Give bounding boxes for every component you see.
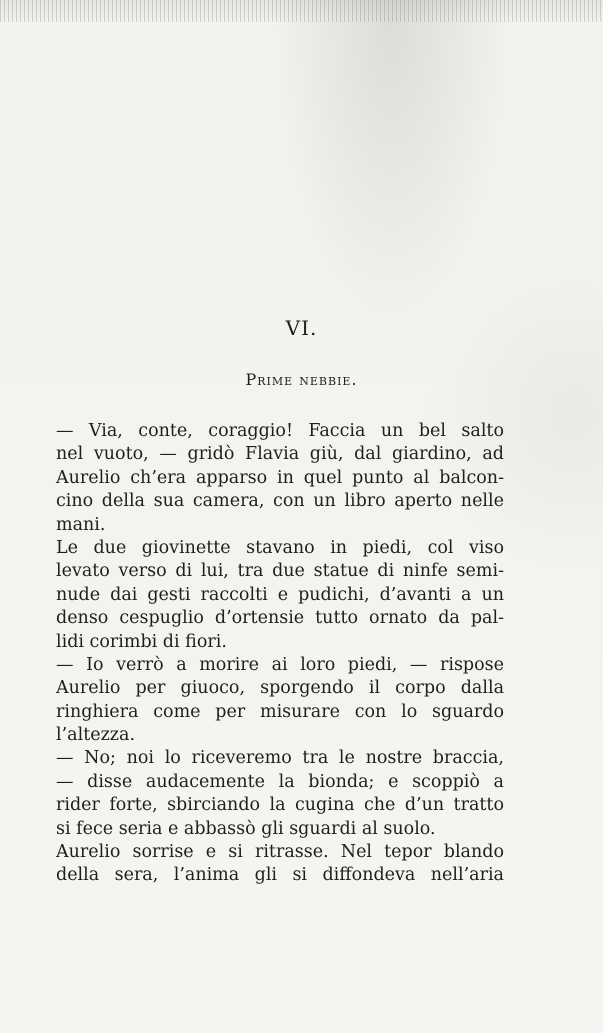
text-line: — Via, conte, coraggio! Faccia un bel salto [56, 421, 504, 441]
text-line: nude dai gesti raccolti e pudichi, d’avanti a un [56, 584, 504, 605]
text-line: si fece seria e abbassò gli sguardi al suolo. [56, 818, 436, 839]
text-line: della sera, l’anima gli si diffondeva nell’aria [56, 865, 504, 886]
body-text [56, 420, 504, 888]
text-line: mani. [56, 514, 106, 535]
chapter-title: Prime nebbie. [245, 370, 358, 389]
text-line: — disse audacemente la bionda; e scoppiò a [56, 771, 504, 792]
text-line: Aurelio ch’era apparso in quel punto al balcon- [56, 467, 504, 488]
text-line: ringhiera come per misurare con lo sguardo [56, 701, 504, 722]
text-line: Le due giovinette stavano in piedi, col viso [56, 537, 504, 558]
text-line: denso cespuglio d’ortensie tutto ornato da pal- [56, 608, 504, 629]
text-line: — No; noi lo riceveremo tra le nostre braccia, [56, 748, 504, 769]
text-line: — Io verrò a morire ai loro piedi, — rispose [56, 654, 504, 675]
text-line: Aurelio per giuoco, sporgendo il corpo dalla [56, 678, 504, 699]
text-line: nel vuoto, — gridò Flavia giù, dal giardino, ad [56, 444, 504, 465]
scan-noise-top [0, 0, 603, 22]
text-line: lidi corimbi di fiori. [56, 631, 227, 652]
chapter-number: VI. [285, 316, 318, 340]
text-line: Aurelio sorrise e si ritrasse. Nel tepor blando [56, 842, 504, 863]
text-line: levato verso di lui, tra due statue di ninfe semi- [56, 561, 504, 582]
text-line: l’altezza. [56, 725, 136, 746]
text-line: rider forte, sbirciando la cugina che d’un tratto [56, 795, 504, 816]
text-line: cino della sua camera, con un libro aperto nelle [56, 491, 504, 512]
